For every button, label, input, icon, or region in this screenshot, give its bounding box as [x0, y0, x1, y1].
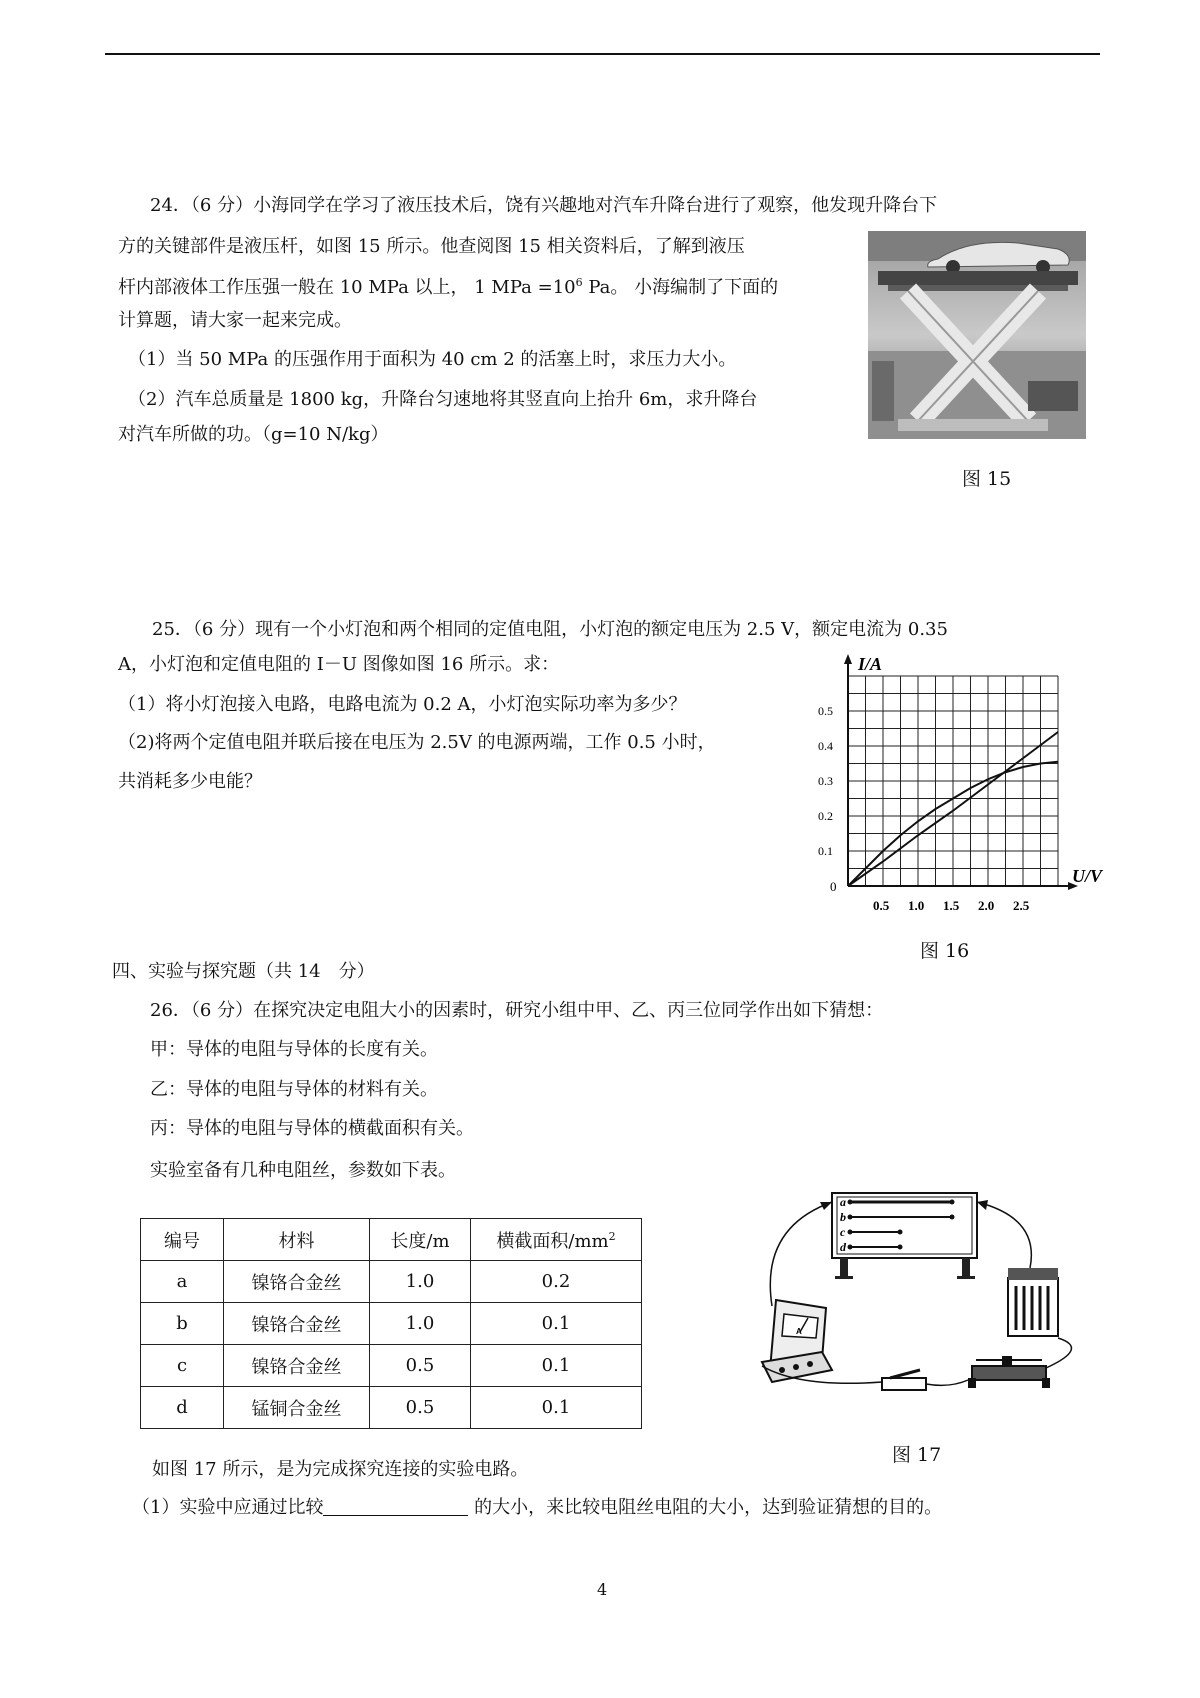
table-cell: b	[141, 1303, 224, 1345]
q26-line-1: 26．（6 分）在探究决定电阻大小的因素时，研究小组中甲、乙、丙三位同学作出如下猜想：	[150, 1000, 884, 1021]
table-header: 材料	[224, 1219, 370, 1261]
q25-line-3: （1）将小灯泡接入电路，电路电流为 0.2 A，小灯泡实际功率为多少？	[118, 694, 687, 715]
table-header: 编号	[141, 1219, 224, 1261]
wire-label-b: b	[840, 1210, 846, 1224]
table-cell: 锰铜合金丝	[224, 1387, 370, 1429]
q24-line-1: 24．（6 分）小海同学在学习了液压技术后，饶有兴趣地对汽车升降台进行了观察，他发现升降台下	[150, 195, 938, 216]
resistance-wire-table	[140, 1218, 642, 1429]
y-axis-arrow	[844, 654, 852, 664]
table-cell: 0.5	[370, 1387, 471, 1429]
ammeter-label: A	[796, 1327, 802, 1336]
figure-17-circuit	[740, 1188, 1110, 1423]
y-tick-label: 0.2	[818, 809, 833, 823]
q26-line-after-table: 如图 17 所示，是为完成探究连接的实验电路。	[152, 1459, 529, 1480]
table-cell: a	[141, 1261, 224, 1303]
table-header	[471, 1219, 642, 1261]
q24-line-2: 方的关键部件是液压杆，如图 15 所示。他查阅图 15 相关资料后，了解到液压	[118, 236, 745, 257]
q24-line-3	[118, 271, 778, 300]
x-tick-label: 1.5	[943, 898, 960, 913]
figure-17-caption: 图 17	[892, 1444, 942, 1466]
q25-line-1: 25．（6 分）现有一个小灯泡和两个相同的定值电阻，小灯泡的额定电压为 2.5 V，额定电流为 0.35	[152, 619, 948, 640]
section-4-title: 四、实验与探究题（共 14 分）	[112, 961, 375, 982]
x-tick-label: 2.5	[1013, 898, 1030, 913]
page-number: 4	[597, 1580, 608, 1599]
area-header-text: 横截面积/mm	[496, 1230, 609, 1252]
origin-label: 0	[830, 879, 837, 894]
wire-label-a: a	[840, 1195, 846, 1209]
y-axis-label: I/A	[858, 654, 883, 674]
y-tick-label: 0.5	[818, 704, 833, 718]
x-tick-label: 1.0	[908, 898, 925, 913]
table-cell: 镍铬合金丝	[224, 1345, 370, 1387]
table-cell: 0.5	[370, 1345, 471, 1387]
table-cell: 1.0	[370, 1261, 471, 1303]
x-axis-label: U/V	[1072, 866, 1103, 886]
chart-ticks	[818, 704, 1030, 913]
table-row	[141, 1345, 642, 1387]
table-cell: 0.1	[471, 1345, 642, 1387]
q24-line-5: （1）当 50 MPa 的压强作用于面积为 40 cm 2 的活塞上时，求压力大小。	[128, 349, 737, 370]
x-tick-label: 2.0	[978, 898, 995, 913]
figure-16-caption: 图 16	[920, 940, 970, 962]
q26-guess-3: 丙：导体的电阻与导体的横截面积有关。	[150, 1118, 474, 1139]
table-row	[141, 1387, 642, 1429]
table-cell: c	[141, 1345, 224, 1387]
q26-subquestion-1	[132, 1496, 942, 1520]
table-cell: 镍铬合金丝	[224, 1303, 370, 1345]
y-tick-label: 0.1	[818, 844, 833, 858]
wire-label-d: d	[840, 1240, 846, 1254]
figure-16-chart	[810, 650, 1110, 920]
rheostat	[968, 1356, 1050, 1388]
q24-line-7: 对汽车所做的功。（g=10 N/kg）	[118, 424, 389, 445]
q26-guess-2: 乙：导体的电阻与导体的材料有关。	[150, 1079, 438, 1100]
answer-blank[interactable]	[323, 1497, 468, 1516]
table-cell: 0.1	[471, 1303, 642, 1345]
figure-15-caption: 图 15	[962, 468, 1012, 490]
q25-line-2: A，小灯泡和定值电阻的 I－U 图像如图 16 所示。求：	[118, 654, 560, 675]
q25-line-4: （2)将两个定值电阻并联后接在电压为 2.5V 的电源两端，工作 0.5 小时，	[118, 732, 716, 753]
table-cell: 1.0	[370, 1303, 471, 1345]
table-cell: d	[141, 1387, 224, 1429]
header-rule	[105, 53, 1100, 55]
switch	[882, 1370, 926, 1390]
table-header: 长度/m	[370, 1219, 471, 1261]
table-cell: 0.1	[471, 1387, 642, 1429]
q25-line-5: 共消耗多少电能？	[118, 771, 262, 792]
q26-q1-suffix: 的大小，来比较电阻丝电阻的大小，达到验证猜想的目的。	[468, 1497, 943, 1518]
y-tick-label: 0.4	[818, 739, 833, 753]
q24-line-6: （2）汽车总质量是 1800 kg，升降台匀速地将其竖直向上抬升 6m，求升降台	[128, 389, 758, 410]
q24-exponent: 6	[575, 276, 583, 289]
q24-line-3-text: 杆内部液体工作压强一般在 10 MPa 以上， 1 MPa =10	[118, 277, 576, 298]
battery	[1008, 1268, 1058, 1336]
table-cell: 0.2	[471, 1261, 642, 1303]
table-cell: 镍铬合金丝	[224, 1261, 370, 1303]
y-tick-label: 0.3	[818, 774, 833, 788]
ammeter	[762, 1300, 832, 1382]
q26-guess-1: 甲：导体的电阻与导体的长度有关。	[150, 1039, 438, 1060]
x-tick-label: 0.5	[873, 898, 890, 913]
q24-line-3-tail: Pa。 小海编制了下面的	[582, 277, 779, 298]
q26-line-5: 实验室备有几种电阻丝，参数如下表。	[150, 1160, 456, 1181]
figure-15-photo	[868, 231, 1086, 439]
area-header-exponent: 2	[608, 1229, 616, 1243]
wire-label-c: c	[840, 1225, 846, 1239]
q26-q1-prefix: （1）实验中应通过比较	[132, 1497, 324, 1518]
q24-line-4: 计算题，请大家一起来完成。	[118, 310, 352, 331]
table-row	[141, 1303, 642, 1345]
table-header-row	[141, 1219, 642, 1261]
table-row	[141, 1261, 642, 1303]
